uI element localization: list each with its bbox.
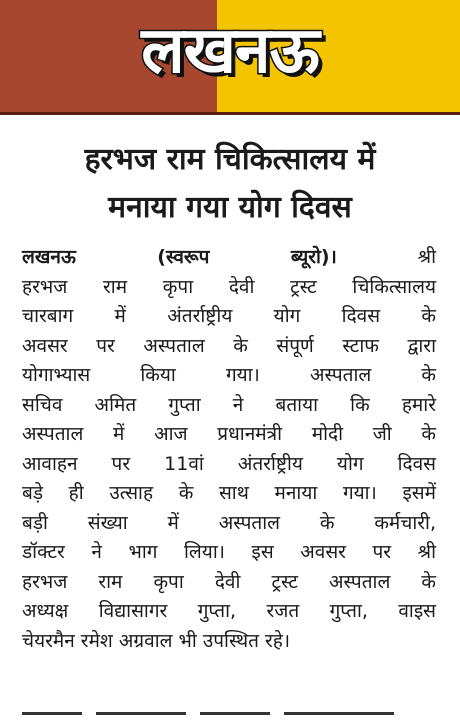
headline-line-2: मनाया गया योग दिवस xyxy=(108,190,352,225)
headline-line-1: हरभज राम चिकित्सालय में xyxy=(84,142,376,177)
body-line-3: चारबाग में अंतर्राष्ट्रीय योग दिवस के xyxy=(22,305,436,327)
body-line-1 xyxy=(22,243,436,273)
body-line-13: अध्यक्ष विद्यासागर गुप्ता, रजत गुप्ता, वाइस xyxy=(22,600,436,622)
body-line-1-text: श्री xyxy=(417,246,436,268)
body-line-4: अवसर पर अस्पताल के संपूर्ण स्टाफ द्वारा xyxy=(22,334,436,357)
masthead-title: लखनऊ xyxy=(141,14,319,88)
dateline: लखनऊ (स्वरूप ब्यूरो)। xyxy=(22,246,337,268)
body-line-9: बड़े ही उत्साह के साथ मनाया गया। इसमें xyxy=(22,482,436,504)
body-line-2: हरभज राम कृपा देवी ट्रस्ट चिकित्सालय xyxy=(22,275,436,298)
body-line-6: सचिव अमित गुप्ता ने बताया कि हमारे xyxy=(22,393,436,416)
body-line-12: हरभज राम कृपा देवी ट्रस्ट अस्पताल के xyxy=(22,570,436,593)
body-line-8: आवाहन पर 11वां अंतर्राष्ट्रीय योग दिवस xyxy=(22,452,436,475)
cut-off-next-line xyxy=(22,712,436,720)
article-body xyxy=(22,243,436,656)
body-line-5: योगाभ्यास किया गया। अस्पताल के xyxy=(22,364,436,386)
masthead-divider xyxy=(0,112,460,115)
body-line-10: बड़ी संख्या में अस्पताल के कर्मचारी, xyxy=(22,511,436,534)
body-line-7: अस्पताल में आज प्रधानमंत्री मोदी जी के xyxy=(22,423,436,445)
body-line-14: चेयरमैन रमेश अग्रवाल भी उपस्थित रहे। xyxy=(22,629,291,652)
body-line-11: डॉक्टर ने भाग लिया। इस अवसर पर श्री xyxy=(22,541,436,563)
article-headline xyxy=(8,136,452,232)
